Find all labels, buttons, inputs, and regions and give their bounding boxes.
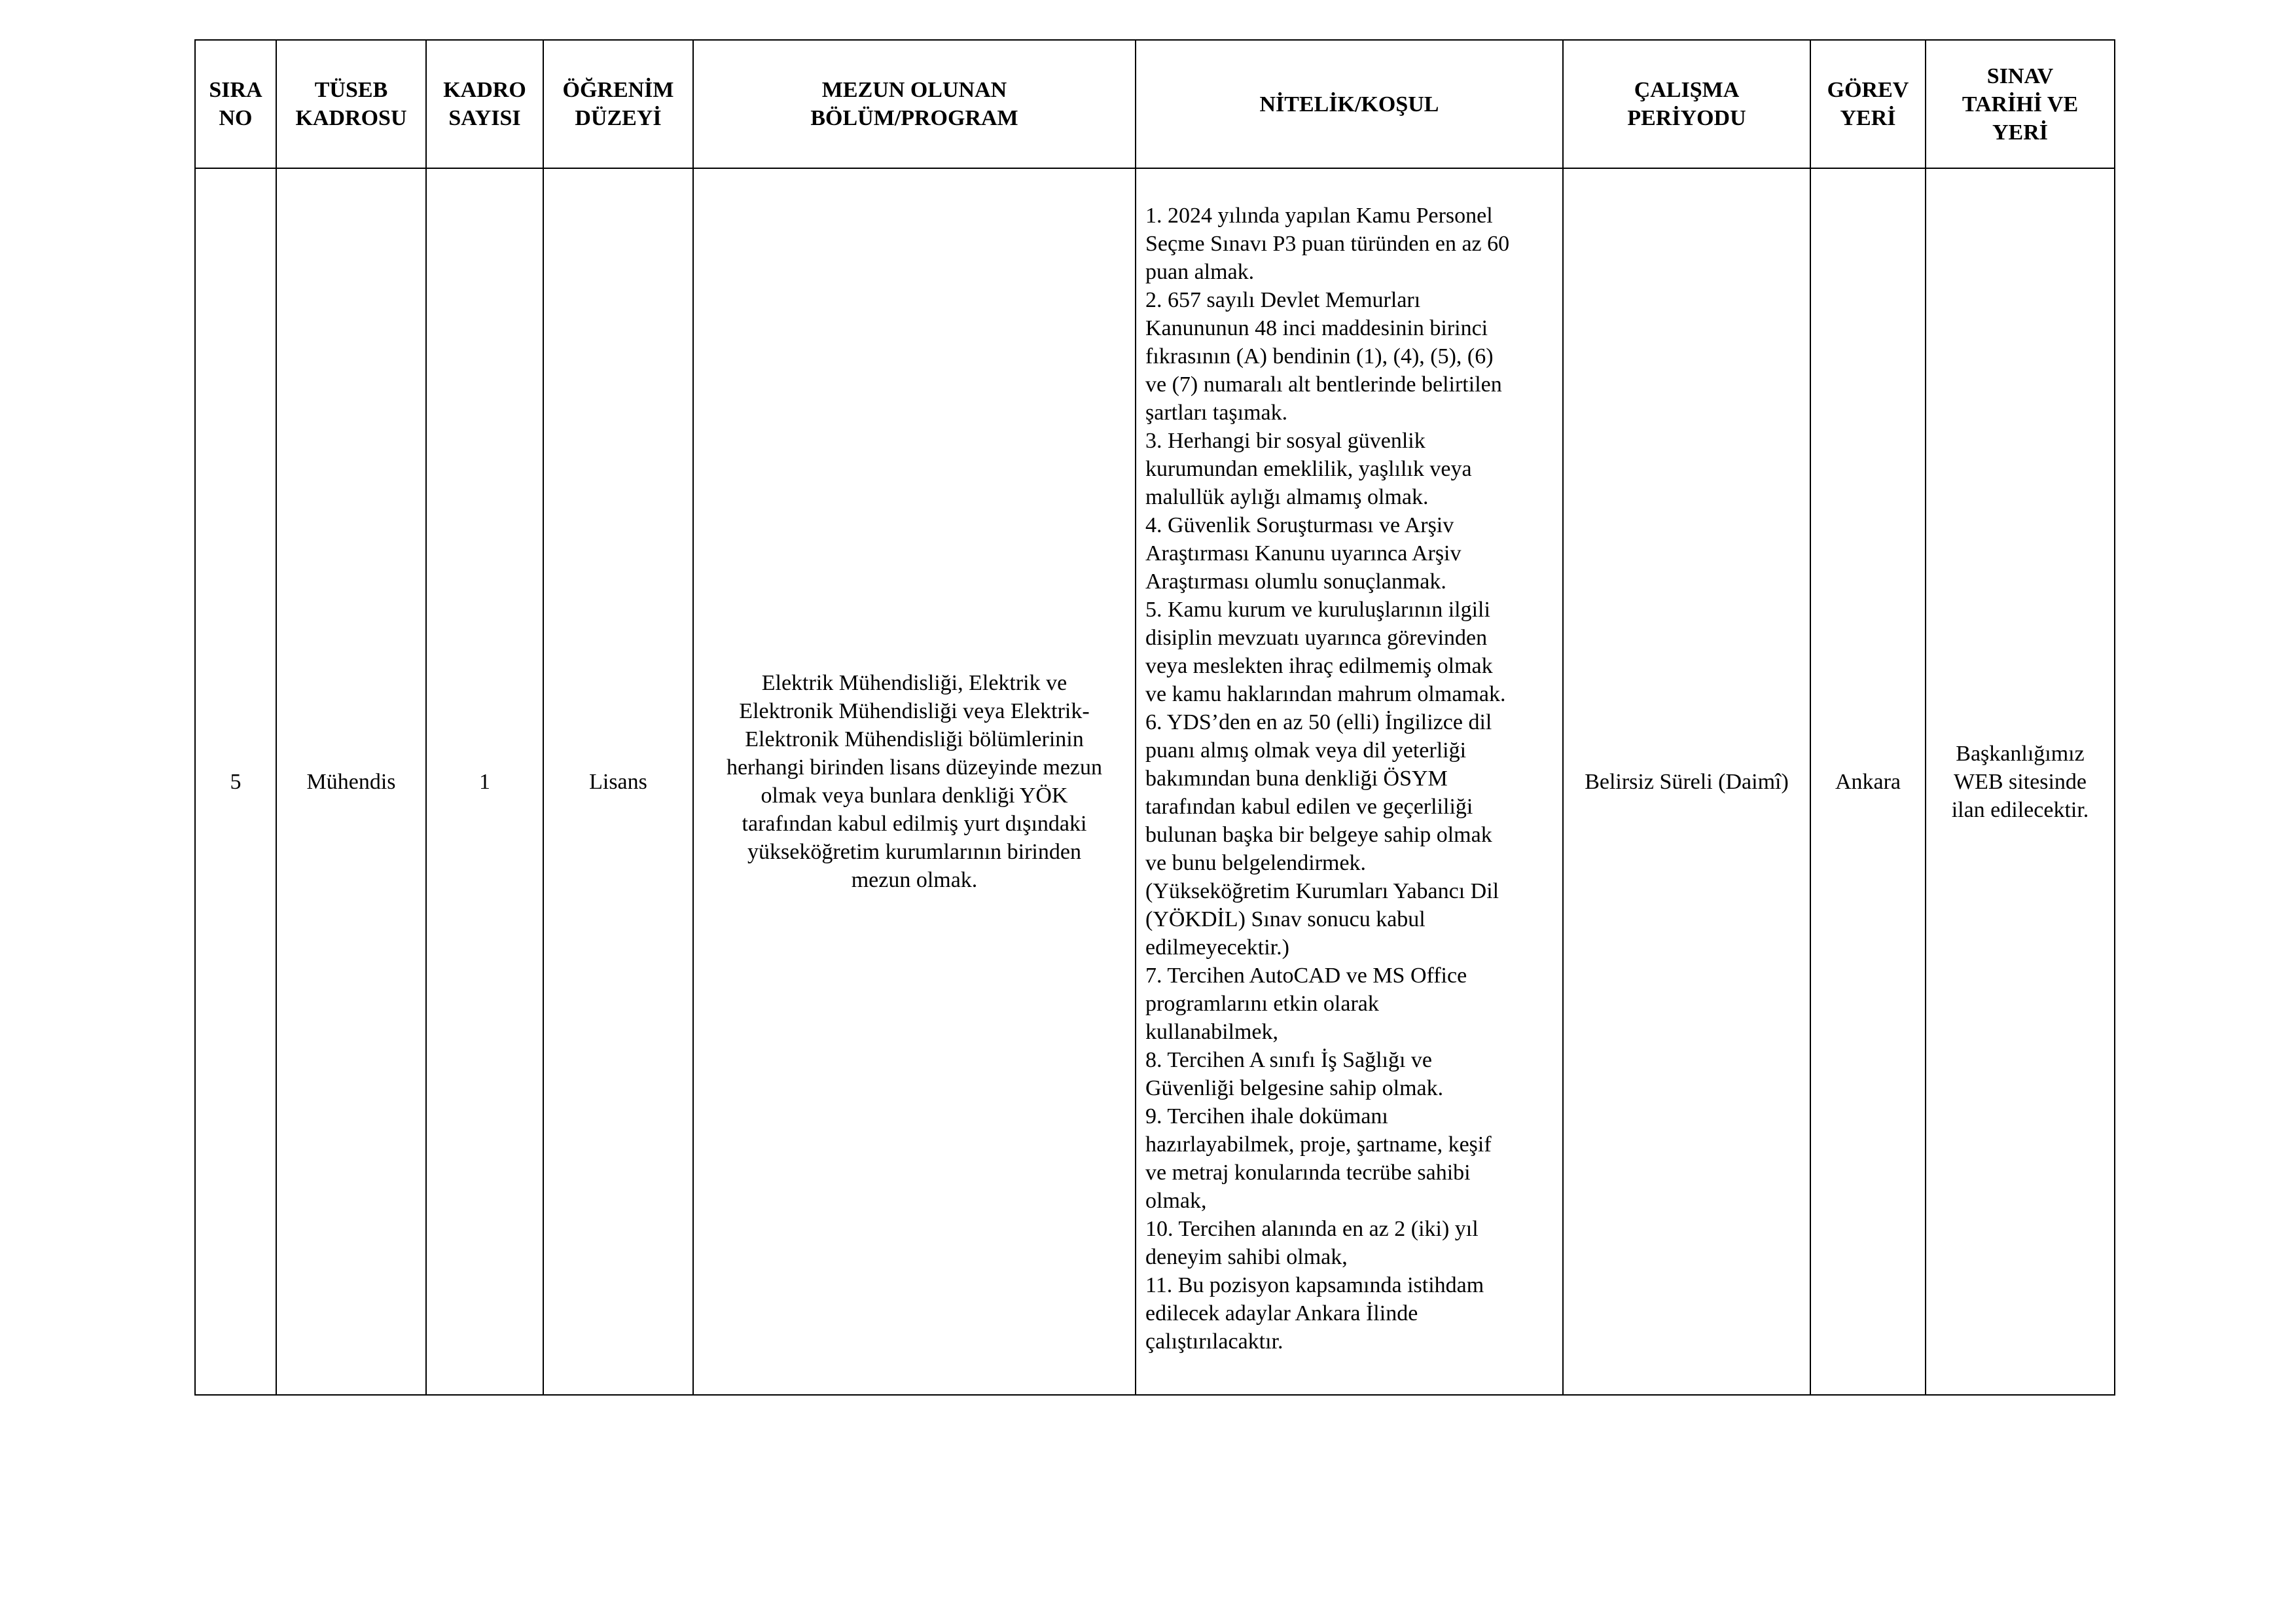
- cell-calisma-periyodu: Belirsiz Süreli (Daimî): [1563, 168, 1810, 1395]
- cell-ogrenim-duzeyi: Lisans: [543, 168, 693, 1395]
- cell-gorev-yeri: Ankara: [1810, 168, 1926, 1395]
- cell-tuseb-kadrosu: Mühendis: [276, 168, 426, 1395]
- header-nitelik-kosul: NİTELİK/KOŞUL: [1136, 40, 1563, 168]
- header-gorev-yeri: GÖREV YERİ: [1810, 40, 1926, 168]
- job-posting-table: [194, 39, 2115, 1396]
- header-row: [195, 40, 2115, 168]
- table-row: [195, 168, 2115, 1395]
- cell-sira-no: 5: [195, 168, 276, 1395]
- header-mezun-olunan-bolum: MEZUN OLUNAN BÖLÜM/PROGRAM: [693, 40, 1136, 168]
- header-sinav-tarihi-ve-yeri: SINAV TARİHİ VE YERİ: [1926, 40, 2115, 168]
- header-ogrenim-duzeyi: ÖĞRENİM DÜZEYİ: [543, 40, 693, 168]
- header-sira-no: SIRA NO: [195, 40, 276, 168]
- header-kadro-sayisi: KADRO SAYISI: [426, 40, 543, 168]
- header-tuseb-kadrosu: TÜSEB KADROSU: [276, 40, 426, 168]
- header-calisma-periyodu: ÇALIŞMA PERİYODU: [1563, 40, 1810, 168]
- cell-kadro-sayisi: 1: [426, 168, 543, 1395]
- cell-mezun-olunan-bolum: Elektrik Mühendisliği, Elektrik ve Elektronik Mühendisliği veya Elektrik- Elektronik Mühendisliği bölümlerinin herhangi birinden lisans düzeyinde mezun olmak veya bunlara denkliği YÖK tarafından kabul edilmiş yurt dışındaki yükseköğretim kurumlarının birinden mezun olmak.: [693, 168, 1136, 1395]
- cell-nitelik-kosul: 1. 2024 yılında yapılan Kamu Personel Seçme Sınavı P3 puan türünden en az 60 puan almak. 2. 657 sayılı Devlet Memurları Kanununun 48 inci maddesinin birinci fıkrasının (A) bendinin (1), (4), (5), (6) ve (7) numaralı alt bentlerinde belirtilen şartları taşımak. 3. Herhangi bir sosyal güvenlik kurumundan emeklilik, yaşlılık veya malullük aylığı almamış olmak. 4. Güvenlik Soruşturması ve Arşiv Araştırması Kanunu uyarınca Arşiv Araştırması olumlu sonuçlanmak. 5. Kamu kurum ve kuruluşlarının ilgili disiplin mevzuatı uyarınca görevinden veya meslekten ihraç edilmemiş olmak ve kamu haklarından mahrum olmamak. 6. YDS’den en az 50 (elli) İngilizce dil puanı almış olmak veya dil yeterliği bakımından buna denkliği ÖSYM tarafından kabul edilen ve geçerliliği bulunan başka bir belgeye sahip olmak ve bunu belgelendirmek. (Yükseköğretim Kurumları Yabancı Dil (YÖKDİL) Sınav sonucu kabul edilmeyecektir.) 7. Tercihen AutoCAD ve MS Office programlarını etkin olarak kullanabilmek, 8. Tercihen A sınıfı İş Sağlığı ve Güvenliği belgesine sahip olmak. 9. Tercihen ihale dokümanı hazırlayabilmek, proje, şartname, keşif ve metraj konularında tecrübe sahibi olmak, 10. Tercihen alanında en az 2 (iki) yıl deneyim sahibi olmak, 11. Bu pozisyon kapsamında istihdam edilecek adaylar Ankara İlinde çalıştırılacaktır.: [1136, 168, 1563, 1395]
- cell-sinav-tarihi-ve-yeri: Başkanlığımız WEB sitesinde ilan edilecektir.: [1926, 168, 2115, 1395]
